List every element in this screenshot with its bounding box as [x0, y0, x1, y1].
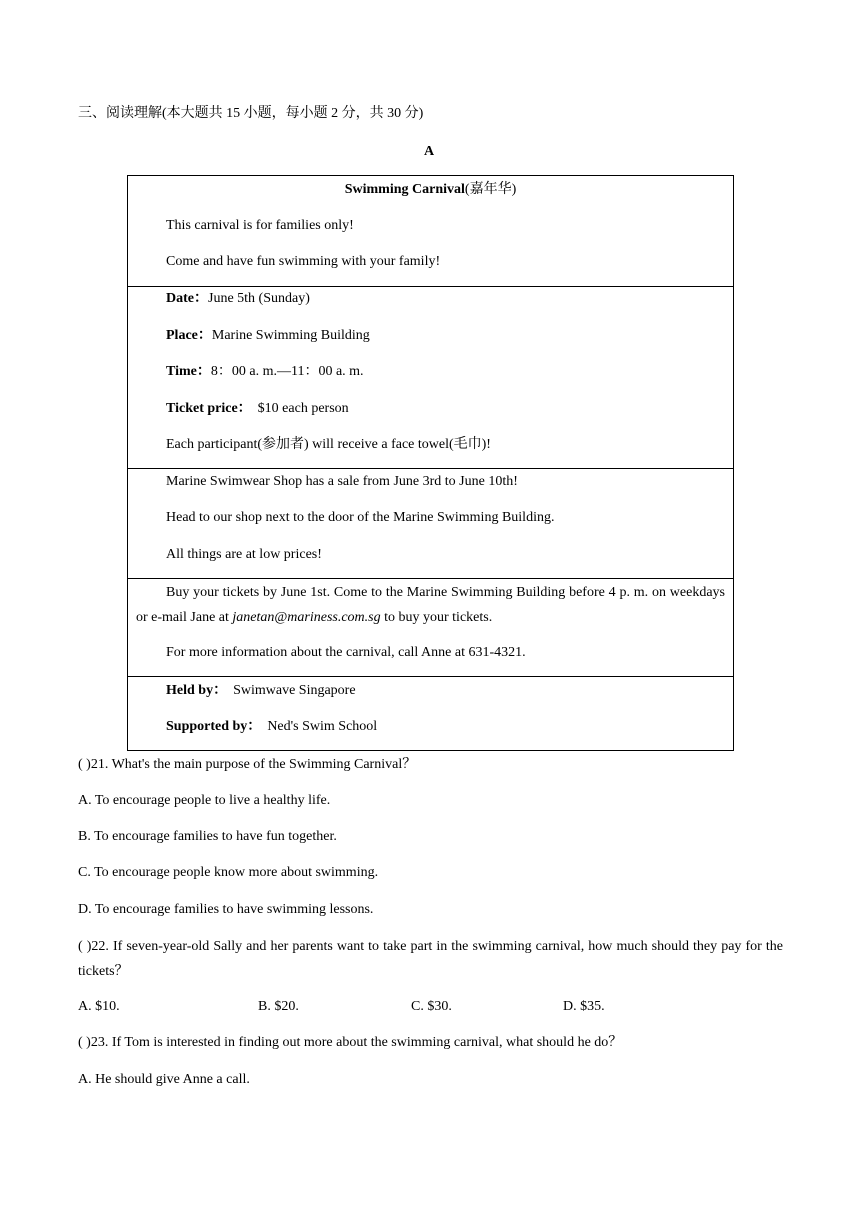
price-label: Ticket price： [166, 401, 252, 416]
email-address: janetan@mariness.com.sg [232, 610, 381, 625]
shop-line: Marine Swimwear Shop has a sale from June 3rd to June 10th! [166, 474, 518, 489]
held-label: Held by： [166, 683, 228, 698]
place-line [166, 326, 370, 346]
supported-label: Supported by： [166, 719, 262, 734]
option: D. $35. [563, 999, 605, 1014]
shop-line: All things are at low prices! [166, 547, 322, 562]
passage-label: A [424, 144, 435, 159]
section-heading: 三、阅读理解(本大题共 15 小题，每小题 2 分，共 30 分) [78, 106, 424, 121]
option: C. To encourage people know more about swimming. [78, 865, 379, 880]
info-line: For more information about the carnival, call Anne at 631-4321. [166, 645, 526, 660]
option: C. $30. [411, 999, 452, 1014]
time-line [166, 362, 364, 382]
price-line [166, 399, 349, 419]
option: A. $10. [78, 999, 120, 1014]
date-line [166, 289, 310, 309]
time-value: 8：00 a. m.—11：00 a. m. [210, 364, 364, 379]
place-label: Place： [166, 328, 212, 343]
option: A. He should give Anne a call. [78, 1072, 250, 1087]
buy-text: Buy your tickets by June 1st. Come to the Marine Swimming Building before 4 p. m. on weekdays or e-mail Jane at [136, 585, 725, 625]
section-divider [128, 286, 733, 287]
price-value: $10 each person [257, 401, 349, 416]
option: D. To encourage families to have swimming lessons. [78, 902, 374, 917]
supported-value: Ned's Swim School [267, 719, 378, 734]
date-value: June 5th (Sunday) [208, 291, 310, 306]
carnival-poster [127, 175, 734, 751]
poster-title-en: Swimming Carnival [344, 182, 465, 197]
option: B. $20. [258, 999, 299, 1014]
poster-title [128, 180, 733, 200]
poster-title-cn: (嘉年华) [464, 182, 517, 197]
shop-line: Head to our shop next to the door of the Marine Swimming Building. [166, 510, 555, 525]
towel-note: Each participant(参加者) will receive a face towel(毛巾)! [166, 437, 491, 452]
option: A. To encourage people to live a healthy life. [78, 793, 331, 808]
question-23: ( )23. If Tom is interested in finding out more about the swimming carnival, what should he do？ [78, 1035, 623, 1050]
section-divider [128, 578, 733, 579]
place-value: Marine Swimming Building [211, 328, 370, 343]
buy-text-end: to buy your tickets. [380, 610, 493, 625]
held-by-line [166, 681, 356, 701]
supported-by-line [166, 717, 377, 737]
option: B. To encourage families to have fun together. [78, 829, 337, 844]
intro-line: Come and have fun swimming with your family! [166, 254, 441, 269]
time-label: Time： [166, 364, 211, 379]
buy-tickets-paragraph [136, 580, 725, 630]
intro-line: This carnival is for families only! [166, 218, 354, 233]
section-divider [128, 676, 733, 677]
question-22: ( )22. If seven-year-old Sally and her parents want to take part in the swimming carnival, how much should they pay for the tickets？ [78, 939, 783, 979]
held-value: Swimwave Singapore [233, 683, 356, 698]
section-divider [128, 468, 733, 469]
date-label: Date： [166, 291, 208, 306]
question-21: ( )21. What's the main purpose of the Swimming Carnival？ [78, 757, 417, 772]
